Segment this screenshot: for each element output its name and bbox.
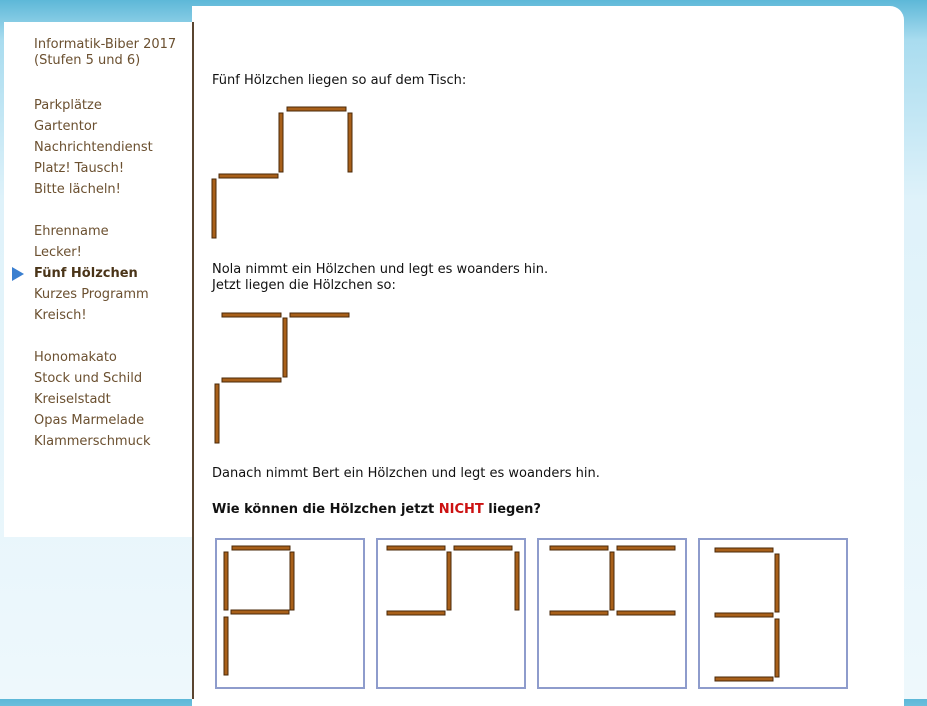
stick bbox=[775, 619, 779, 677]
stick bbox=[290, 313, 349, 317]
sidebar-nav bbox=[34, 37, 184, 473]
nav-item-bitte-laecheln[interactable]: Bitte lächeln! bbox=[34, 182, 121, 197]
nav-item-gartentor[interactable]: Gartentor bbox=[34, 119, 98, 134]
stick bbox=[222, 313, 281, 317]
intro-text: Fünf Hölzchen liegen so auf dem Tisch: bbox=[212, 73, 467, 88]
answer-option-d[interactable] bbox=[698, 538, 848, 689]
stick bbox=[387, 611, 445, 615]
stick bbox=[447, 552, 451, 610]
answer-a-sticks bbox=[217, 540, 363, 687]
task-group-1 bbox=[34, 95, 184, 200]
stick bbox=[290, 552, 294, 610]
stick bbox=[610, 552, 614, 610]
step1-text: Nola nimmt ein Hölzchen und legt es woanders hin. Jetzt liegen die Hölzchen so: bbox=[212, 262, 549, 293]
stick bbox=[715, 677, 773, 681]
initial-sticks-figure bbox=[210, 105, 355, 240]
nav-item-parkplaetze[interactable]: Parkplätze bbox=[34, 98, 102, 113]
contest-title[interactable]: Informatik-Biber 2017 (Stufen 5 und 6) bbox=[34, 37, 177, 68]
stick bbox=[224, 617, 228, 675]
stick bbox=[775, 554, 779, 612]
stick bbox=[454, 546, 512, 550]
stick bbox=[219, 174, 278, 178]
stick bbox=[387, 546, 445, 550]
stick bbox=[550, 546, 608, 550]
task-group-2 bbox=[34, 221, 184, 326]
answer-c-sticks bbox=[539, 540, 685, 687]
nav-item-lecker[interactable]: Lecker! bbox=[34, 245, 82, 260]
nav-item-stock-und-schild[interactable]: Stock und Schild bbox=[34, 371, 143, 386]
nav-item-kreisch[interactable]: Kreisch! bbox=[34, 308, 87, 323]
nav-item-kurzes-programm[interactable]: Kurzes Programm bbox=[34, 287, 149, 302]
nav-item-klammerschmuck[interactable]: Klammerschmuck bbox=[34, 434, 151, 449]
answer-option-c[interactable] bbox=[537, 538, 687, 689]
answer-option-a[interactable] bbox=[215, 538, 365, 689]
stick bbox=[348, 113, 352, 172]
stick bbox=[715, 548, 773, 552]
stick bbox=[283, 318, 287, 377]
nav-item-kreiselstadt[interactable]: Kreiselstadt bbox=[34, 392, 111, 407]
divider bbox=[192, 22, 194, 699]
stick bbox=[715, 613, 773, 617]
stick bbox=[287, 107, 346, 111]
task-group-3 bbox=[34, 347, 184, 452]
after-nola-sticks-figure bbox=[210, 310, 355, 445]
stick bbox=[222, 378, 281, 382]
stick bbox=[550, 611, 608, 615]
nav-item-honomakato[interactable]: Honomakato bbox=[34, 350, 117, 365]
stick bbox=[231, 610, 289, 614]
nav-item-platz-tausch[interactable]: Platz! Tausch! bbox=[34, 161, 125, 176]
stick bbox=[224, 552, 228, 610]
answer-b-sticks bbox=[378, 540, 524, 687]
current-task-arrow-icon bbox=[12, 267, 24, 281]
nav-item-ehrenname[interactable]: Ehrenname bbox=[34, 224, 109, 239]
stick bbox=[617, 611, 675, 615]
nav-item-opas-marmelade[interactable]: Opas Marmelade bbox=[34, 413, 145, 428]
answer-d-sticks bbox=[700, 540, 846, 687]
stick bbox=[232, 546, 290, 550]
stick bbox=[617, 546, 675, 550]
nav-item-nachrichtendienst[interactable]: Nachrichtendienst bbox=[34, 140, 153, 155]
answer-option-b[interactable] bbox=[376, 538, 526, 689]
stick bbox=[215, 384, 219, 443]
nav-item-fuenf-hoelzchen[interactable]: Fünf Hölzchen bbox=[34, 263, 184, 284]
stick bbox=[212, 179, 216, 238]
stick bbox=[279, 113, 283, 172]
question-text: Wie können die Hölzchen jetzt NICHT liegen? bbox=[212, 502, 541, 517]
step2-text: Danach nimmt Bert ein Hölzchen und legt es woanders hin. bbox=[212, 466, 600, 481]
stick bbox=[515, 552, 519, 610]
